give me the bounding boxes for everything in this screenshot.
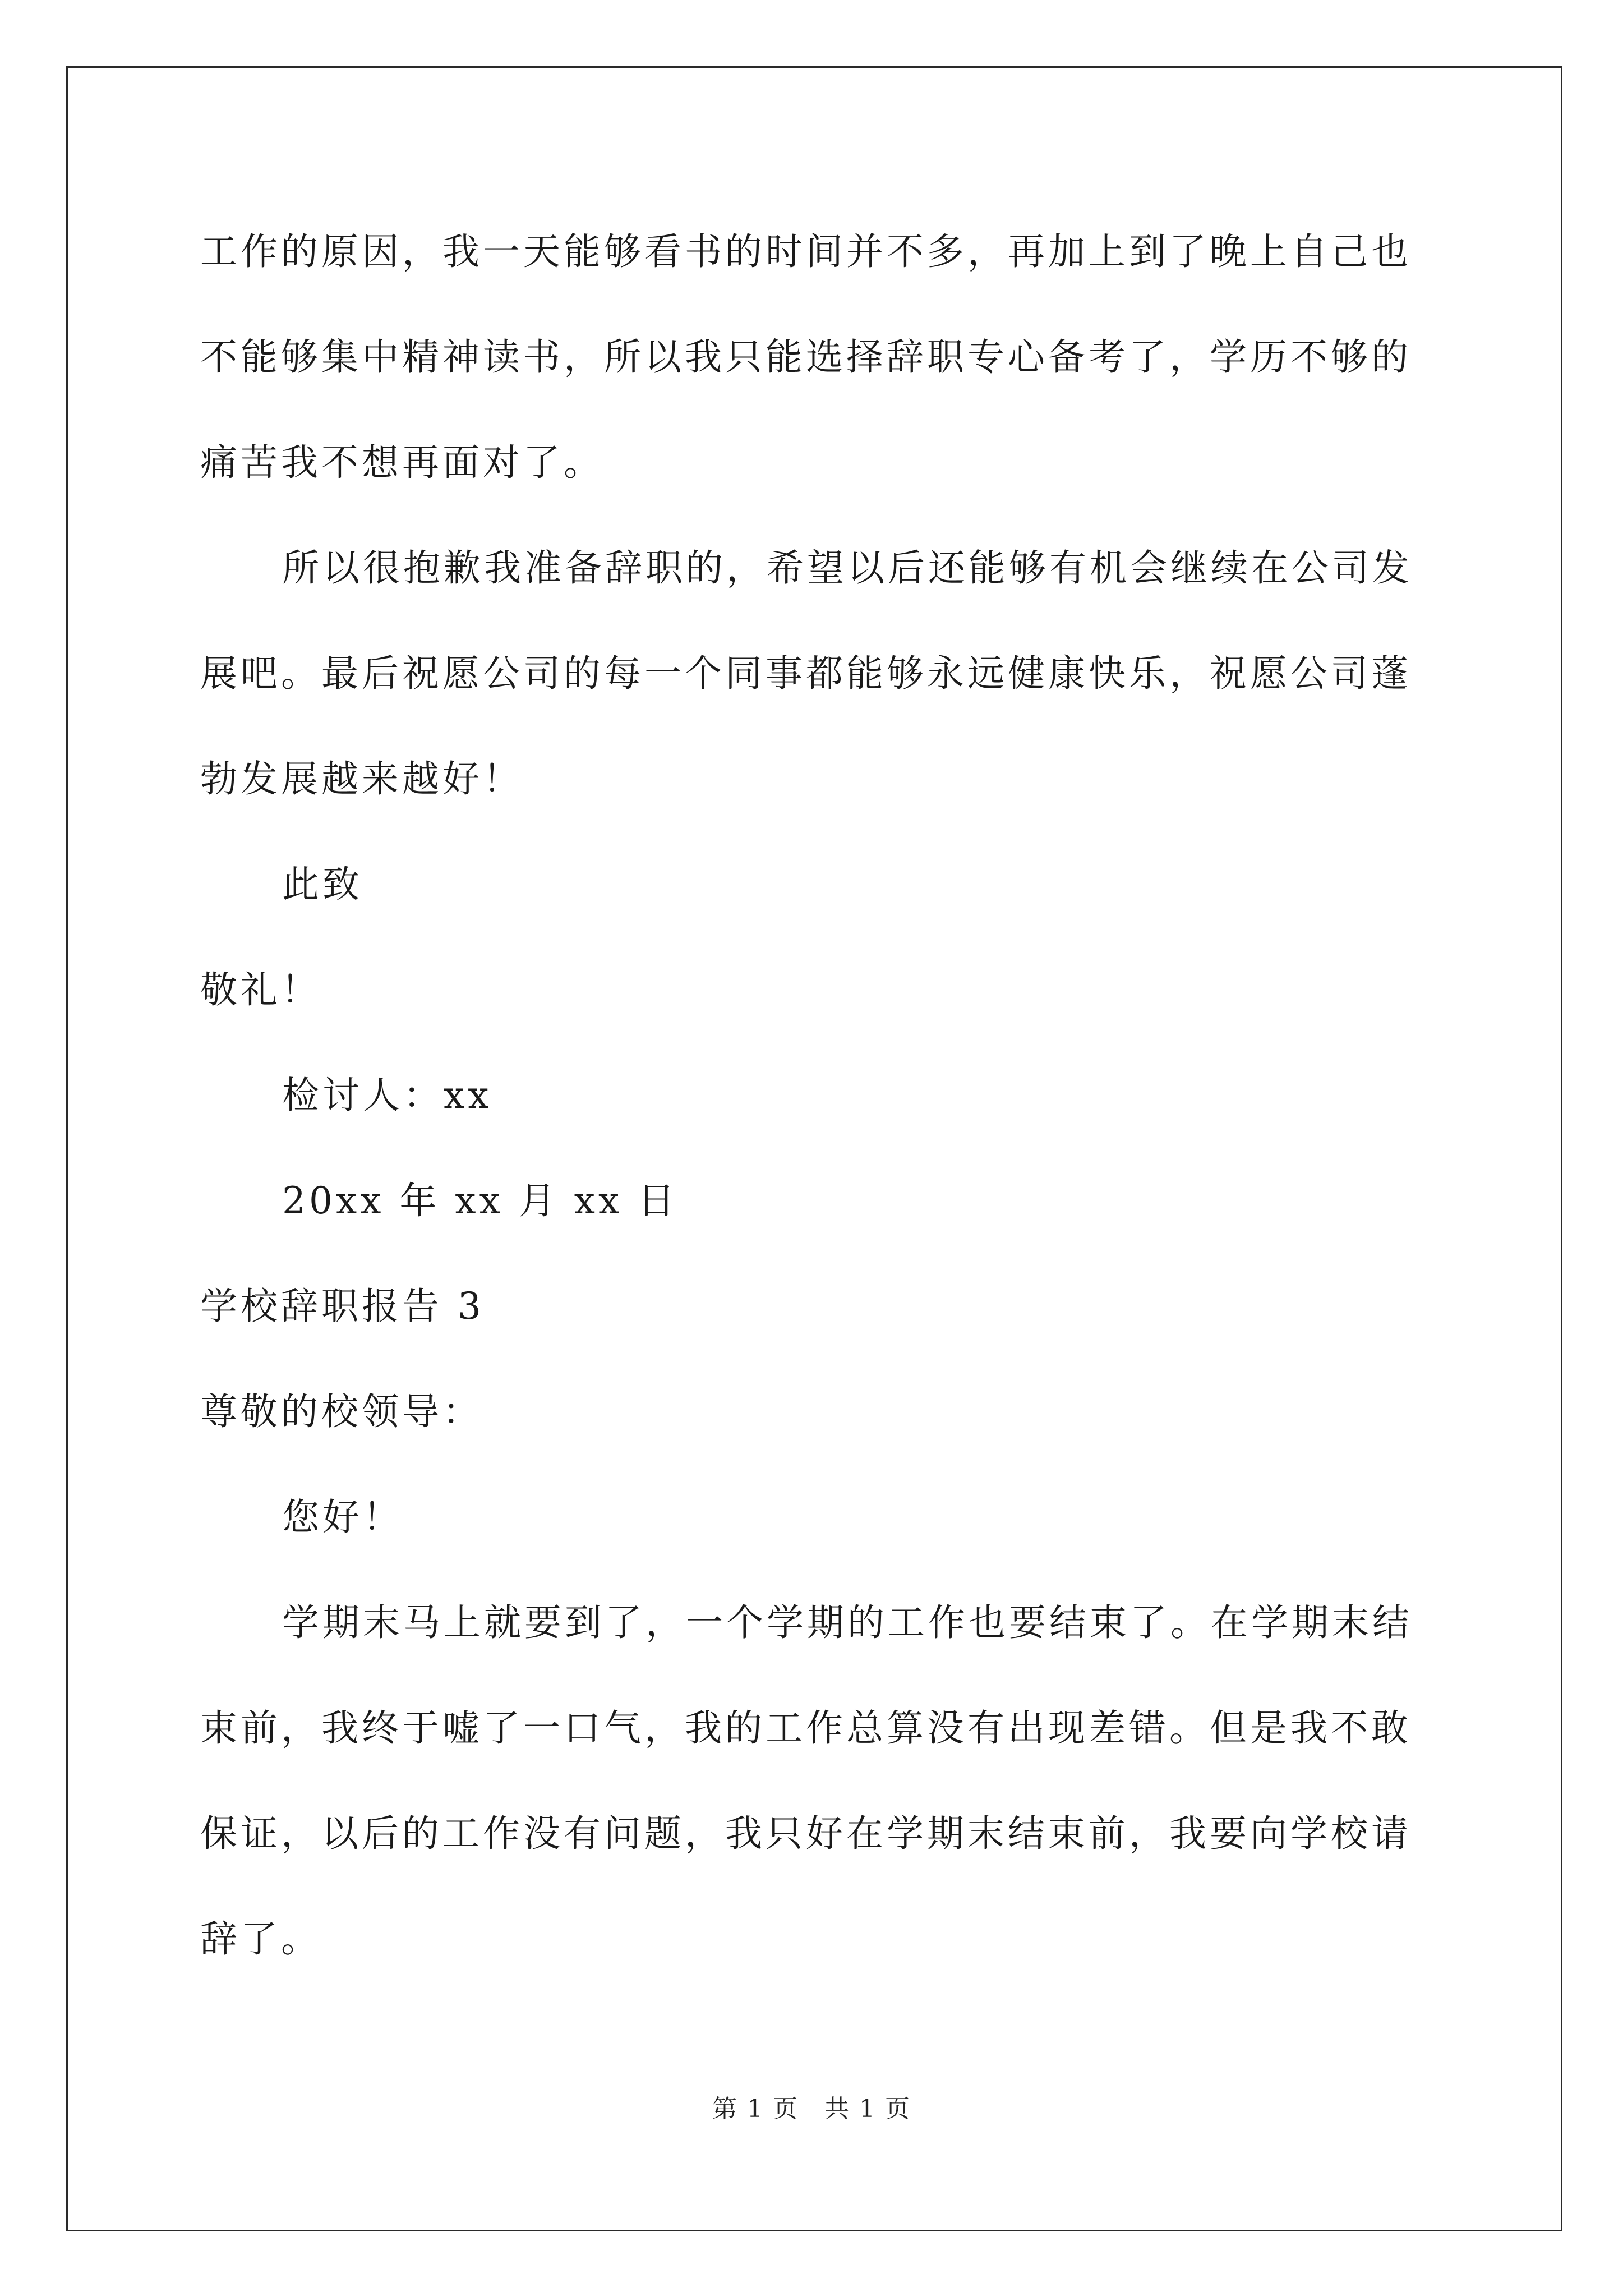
body-line: 工作的原因，我一天能够看书的时间并不多，再加上到了晚上自己也 bbox=[200, 230, 1412, 273]
body-line: 勃发展越来越好！ bbox=[200, 757, 523, 800]
signature-line: 检讨人：xx bbox=[282, 1074, 492, 1117]
date-line: 20xx 年 xx 月 xx 日 bbox=[282, 1179, 679, 1222]
body-line: 展吧。最后祝愿公司的每一个同事都能够永远健康快乐，祝愿公司蓬 bbox=[200, 652, 1412, 695]
body-line: 所以很抱歉我准备辞职的，希望以后还能够有机会继续在公司发 bbox=[282, 546, 1413, 590]
body-line: 痛苦我不想再面对了。 bbox=[200, 441, 604, 484]
addressee-line: 尊敬的校领导： bbox=[200, 1390, 483, 1433]
page-number-footer: 第 1 页 共 1 页 bbox=[712, 2095, 911, 2123]
body-line: 学期末马上就要到了，一个学期的工作也要结束了。在学期末结 bbox=[282, 1601, 1413, 1644]
section-heading: 学校辞职报告 3 bbox=[200, 1285, 485, 1328]
body-line: 保证，以后的工作没有问题，我只好在学期末结束前，我要向学校请 bbox=[200, 1812, 1412, 1855]
body-line: 不能够集中精神读书，所以我只能选择辞职专心备考了，学历不够的 bbox=[200, 335, 1412, 379]
body-line: 辞了。 bbox=[200, 1917, 321, 1961]
closing-regards: 敬礼！ bbox=[200, 968, 321, 1011]
closing-salutation: 此致 bbox=[282, 863, 363, 906]
greeting-line: 您好！ bbox=[282, 1496, 403, 1539]
document-body bbox=[200, 199, 1434, 1992]
body-line: 束前，我终于嘘了一口气，我的工作总算没有出现差错。但是我不敢 bbox=[200, 1706, 1412, 1750]
